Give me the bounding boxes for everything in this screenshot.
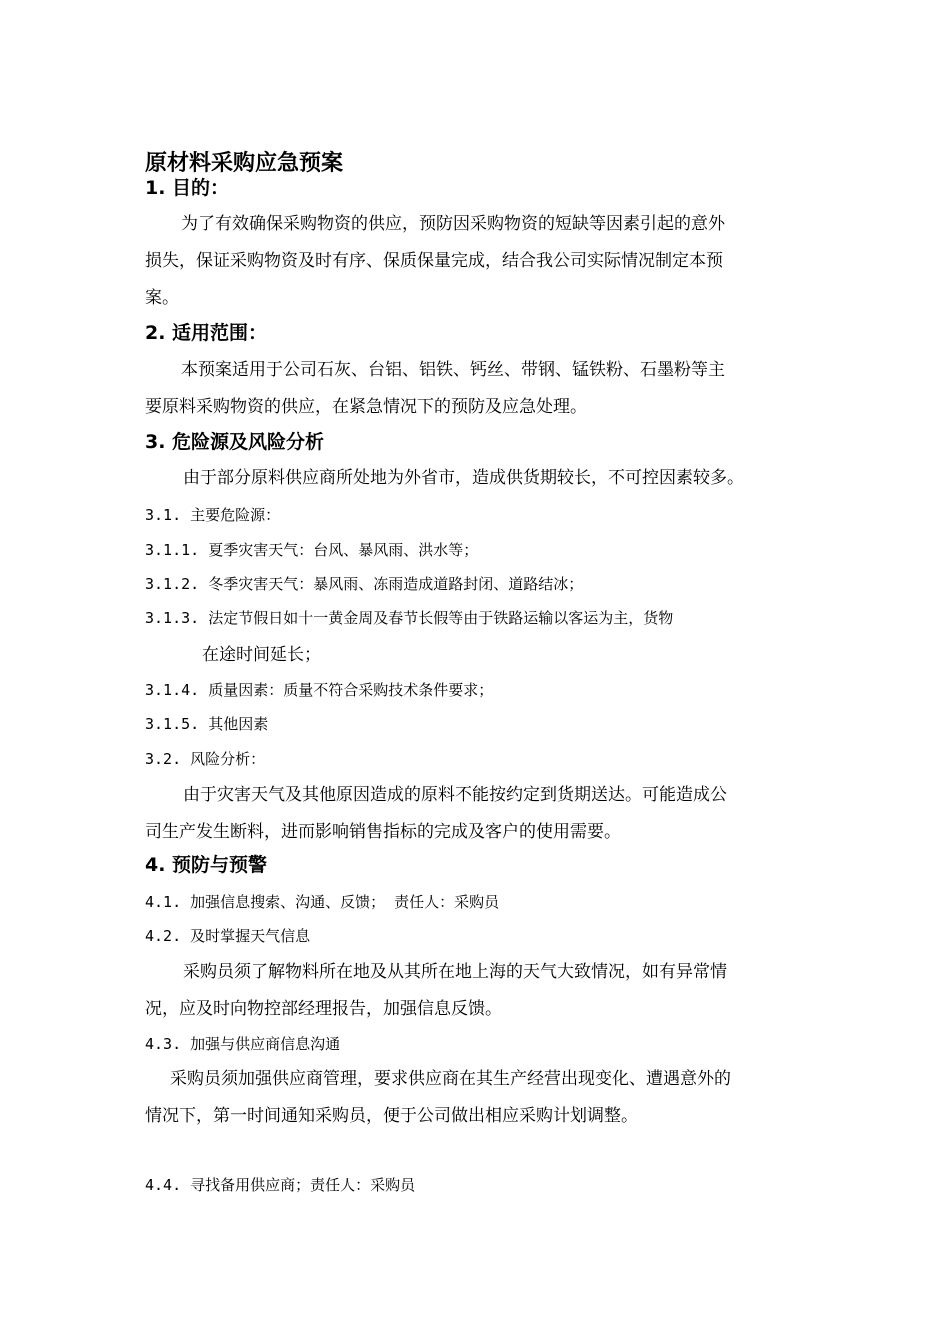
section-3-heading: 3. 危险源及风险分析 [145,431,325,453]
section-2-paragraph-line-2: 要原料采购物资的供应，在紧急情况下的预防及应急处理。 [145,397,587,417]
section-3-1-3-item-line-2: 在途时间延长； [202,645,321,665]
section-3-1-1-item: 3.1.1. 夏季灾害天气：台风、暴风雨、洪水等； [145,541,479,559]
section-3-2-paragraph-line-1: 由于灾害天气及其他原因造成的原料不能按约定到货期送达。可能造成公 [183,785,727,805]
section-4-2-heading: 4.2. 及时掌握天气信息 [145,927,311,945]
section-1-paragraph-line-1: 为了有效确保采购物资的供应，预防因采购物资的短缺等因素引起的意外 [181,214,725,234]
section-3-1-4-item: 3.1.4. 质量因素：质量不符合采购技术条件要求； [145,681,494,699]
section-4-3-heading: 4.3. 加强与供应商信息沟通 [145,1035,341,1053]
section-3-1-2-item: 3.1.2. 冬季灾害天气：暴风雨、冻雨造成道路封闭、道路结冰； [145,575,584,593]
section-4-3-paragraph-line-1: 采购员须加强供应商管理，要求供应商在其生产经营出现变化、遭遇意外的 [170,1069,731,1089]
section-4-4-heading: 4.4. 寻找备用供应商；责任人：采购员 [145,1176,416,1194]
document-title: 原材料采购应急预案 [145,151,344,176]
section-4-2-paragraph-line-2: 况，应及时向物控部经理报告，加强信息反馈。 [145,999,502,1019]
section-1-paragraph-line-2: 损失，保证采购物资及时有序、保质保量完成，结合我公司实际情况制定本预 [145,251,723,271]
section-3-paragraph: 由于部分原料供应商所处地为外省市，造成供货期较长，不可控因素较多。 [183,468,744,488]
section-3-2-paragraph-line-2: 司生产发生断料，进而影响销售指标的完成及客户的使用需要。 [145,822,621,842]
section-3-1-3-item-line-1: 3.1.3. 法定节假日如十一黄金周及春节长假等由于铁路运输以客运为主，货物 [145,609,674,627]
section-2-heading: 2. 适用范围： [145,322,268,344]
section-4-1-heading: 4.1. 加强信息搜索、沟通、反馈； 责任人：采购员 [145,893,500,911]
section-3-1-5-item: 3.1.5. 其他因素 [145,715,269,733]
section-4-2-paragraph-line-1: 采购员须了解物料所在地及从其所在地上海的天气大致情况，如有异常情 [183,962,727,982]
section-3-2-heading: 3.2. 风险分析： [145,750,266,768]
section-2-paragraph-line-1: 本预案适用于公司石灰、台铝、铝铁、钙丝、带钢、锰铁粉、石墨粉等主 [181,360,725,380]
section-3-1-heading: 3.1. 主要危险源： [145,506,281,524]
section-4-heading: 4. 预防与预警 [145,854,268,876]
section-1-paragraph-line-3: 案。 [145,288,179,308]
section-4-3-paragraph-line-2: 情况下，第一时间通知采购员，便于公司做出相应采购计划调整。 [145,1106,638,1126]
section-1-heading: 1. 目的： [145,177,230,199]
